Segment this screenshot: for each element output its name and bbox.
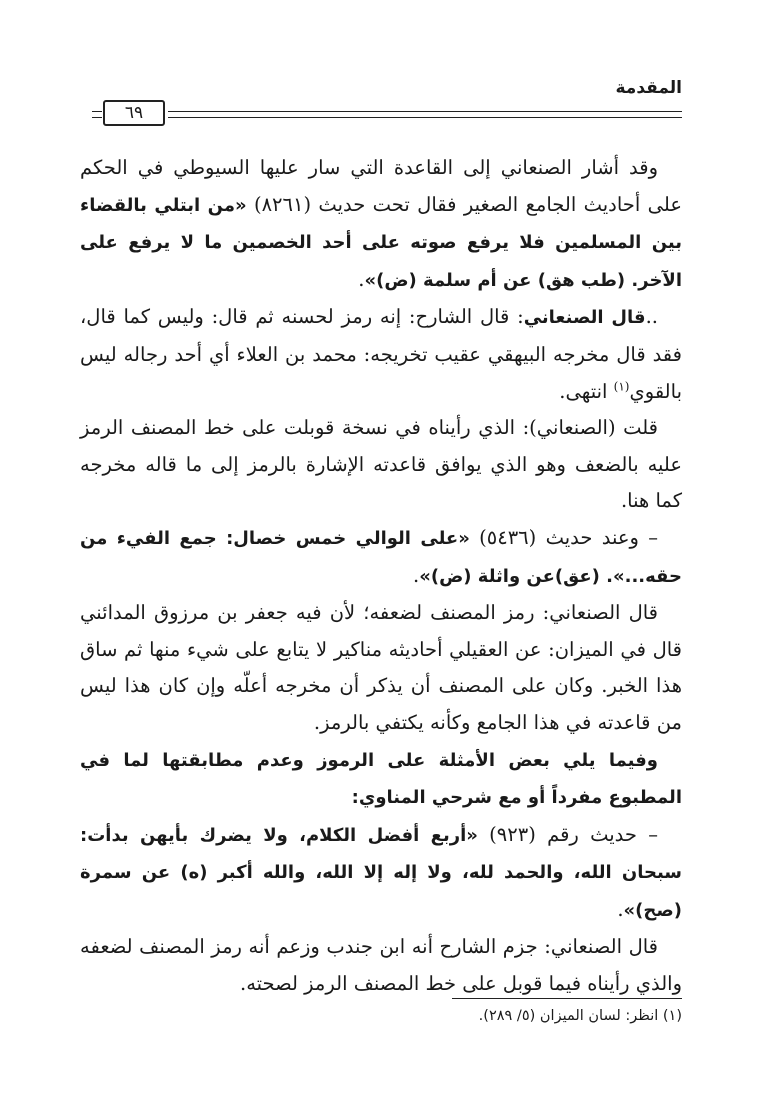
paragraph-p7 xyxy=(80,817,682,930)
body-text: . xyxy=(358,267,365,291)
paragraph-p8 xyxy=(80,929,682,1002)
body-text: قال الصنعاني: جزم الشارح أنه ابن جندب وزعم أنه رمز المصنف لضعفه والذي رأيناه فيما قوبل على خط المصنف الرمز لصحته. xyxy=(80,935,682,996)
body-text: وقد أشار الصنعاني إلى القاعدة التي سار عليها السيوطي في الحكم على أحاديث الجامع الصغير فقال تحت حديث (٨٢٦١) xyxy=(80,156,682,216)
body-text: قال الصنعاني: رمز المصنف لضعفه؛ لأن فيه جعفر بن مرزوق المدائني قال في الميزان: عن العقيلي أحاديثه مناكير لا يتابع على شيء منها ثم ساق هذا الخبر. وكان على المصنف أن يذكر أن مخرجه أعلّه وإن كان هذا ليس من قاعدته في هذا الجامع وكأنه يكتفي بالرمز. xyxy=(80,601,682,734)
body-text: – وعند حديث (٥٤٣٦) xyxy=(469,525,658,549)
body-text: انتهى. xyxy=(559,379,614,403)
hadith-text: «أربع أفضل الكلام، ولا يضرك بأيهن بدأت: سبحان الله، والحمد لله، ولا إله إلا الله، والله أكبر (ه) عن سمرة (صح)» xyxy=(80,824,682,921)
hadith-text: «على الوالي خمس خصال: جمع الفيء من حقه...». (عق)عن واثلة (ض)» xyxy=(80,527,682,587)
paragraph-p3 xyxy=(80,410,682,520)
body-text: .. xyxy=(645,305,658,329)
page-number: ٦٩ xyxy=(103,100,165,126)
footnote-separator xyxy=(452,998,682,999)
paragraph-p5 xyxy=(80,595,682,741)
paragraph-p4 xyxy=(80,520,682,595)
header-rule-upper xyxy=(168,111,682,112)
hadith-text: «من ابتلي بالقضاء بين المسلمين فلا يرفع صوته على أحد الخصمين ما لا يرفع على الآخر. (طب هق) عن أم سلمة (ض)» xyxy=(80,194,682,291)
body-text: : قال الشارح: إنه رمز لحسنه ثم قال: وليس كما قال، فقد قال مخرجه البيهقي عقيب تخريجه: محمد بن العلاء أي أحد رجاله ليس بالقوي xyxy=(80,305,682,403)
paragraph-p2 xyxy=(80,299,682,410)
footnote-reference: (١) xyxy=(613,379,630,394)
footnote-1: (١) انظر: لسان الميزان (٥/ ٢٨٩). xyxy=(478,1008,682,1024)
hadith-text: وفيما يلي بعض الأمثلة على الرموز وعدم مطابقتها لما في المطبوع مفرداً أو مع شرحي المناوي: xyxy=(80,749,682,809)
main-text xyxy=(80,150,682,1003)
header-rule-left-upper xyxy=(92,111,102,112)
paragraph-p1 xyxy=(80,150,682,299)
paragraph-p6 xyxy=(80,742,682,817)
body-text: – حديث رقم (٩٢٣) xyxy=(477,822,658,846)
hadith-text: قال الصنعاني xyxy=(523,307,646,329)
running-header-title: المقدمة xyxy=(615,78,682,98)
body-text: . xyxy=(617,897,624,921)
header-rule-lower xyxy=(168,117,682,118)
header-rule-left-lower xyxy=(92,117,102,118)
body-text: . xyxy=(413,563,420,587)
body-text: قلت (الصنعاني): الذي رأيناه في نسخة قوبلت على خط المصنف الرمز عليه بالضعف وهو الذي يوافق قاعدته الإشارة بالرمز إلى ما قاله مخرجه كما هنا. xyxy=(80,416,682,513)
